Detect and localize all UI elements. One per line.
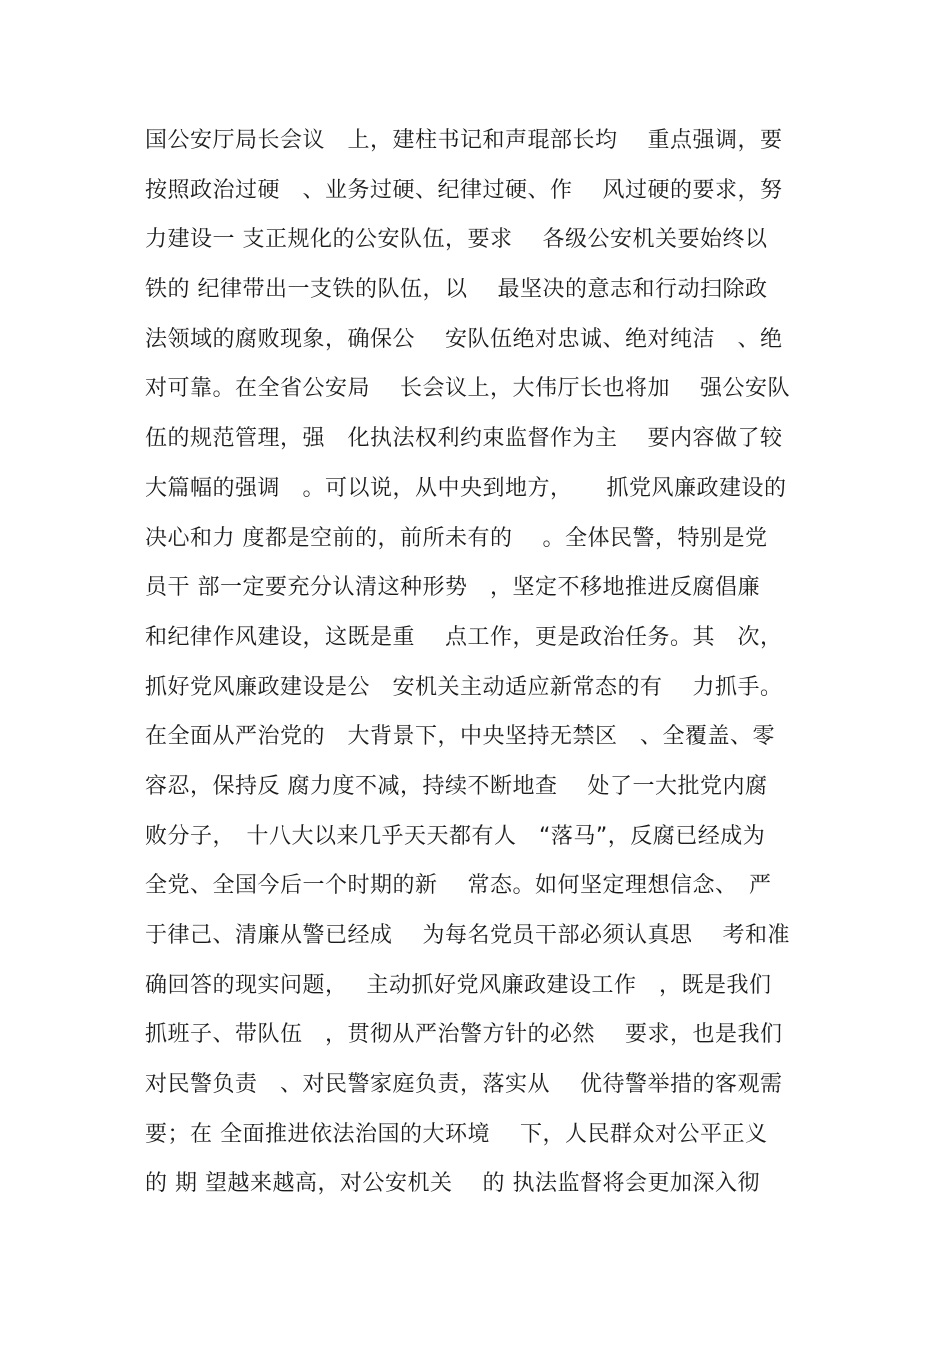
text-line: 国公安厅局长会议 上，建柱书记和声琨部长均 重点强调，要 xyxy=(145,128,783,153)
text-line: 在全面从严治党的 大背景下，中央坚持无禁区 、全覆盖、零 xyxy=(145,724,776,750)
text-line: 抓好党风廉政建设是公 安机关主动适应新常态的有 力抓手。 xyxy=(145,674,783,700)
text-line: 确回答的现实问题， 主动抓好党风廉政建设工作 ，既是我们 xyxy=(145,972,772,998)
text-line: 大篇幅的强调 。可以说，从中央到地方， 抓党风廉政建设的 xyxy=(145,475,787,501)
text-line: 抓班子、带队伍 ，贯彻从严治警方针的必然 要求，也是我们 xyxy=(145,1022,783,1048)
text-line: 法领域的腐败现象，确保公 安队伍绝对忠诚、绝对纯洁 、绝 xyxy=(145,326,783,352)
text-line: 铁的 纪律带出一支铁的队伍，以 最坚决的意志和行动扫除政 xyxy=(145,277,768,303)
text-line: 对可靠。在全省公安局 长会议上，大伟厅长也将加 强公安队 xyxy=(145,376,790,402)
text-line: 决心和力 度都是空前的，前所未有的 。全体民警，特别是党 xyxy=(145,525,768,551)
text-line: 于律己、清廉从警已经成 为每名党员干部必须认真思 考和准 xyxy=(145,923,790,948)
text-line: 的 期 望越来越高，对公安机关 的 执法监督将会更加深入彻 xyxy=(145,1171,760,1197)
text-line: 和纪律作风建设，这既是重 点工作，更是政治任务。其 次， xyxy=(145,624,783,650)
text-line: 对民警负责 、对民警家庭负责，落实从 优待警举措的客观需 xyxy=(145,1072,783,1098)
body-text xyxy=(145,121,825,1214)
text-line: 全党、全国今后一个时期的新 常态。如何坚定理想信念、 严 xyxy=(145,873,772,899)
text-line: 败分子， 十八大以来几乎天天都有人 “落马”，反腐已经成为 xyxy=(145,823,766,849)
text-line: 要；在 全面推进依法治国的大环境 下，人民群众对公平正义 xyxy=(145,1121,768,1147)
text-line: 按照政治过硬 、业务过硬、纪律过硬、作 风过硬的要求，努 xyxy=(145,177,783,203)
text-line: 力建设一 支正规化的公安队伍，要求 各级公安机关要始终以 xyxy=(145,227,768,253)
text-line: 伍的规范管理，强 化执法权利约束监督作为主 要内容做了较 xyxy=(145,426,783,452)
text-line: 容忍，保持反 腐力度不减，持续不断地查 处了一大批党内腐 xyxy=(145,773,768,799)
text-line: 员干 部一定要充分认清这种形势 ，坚定不移地推进反腐倡廉 xyxy=(145,575,760,601)
